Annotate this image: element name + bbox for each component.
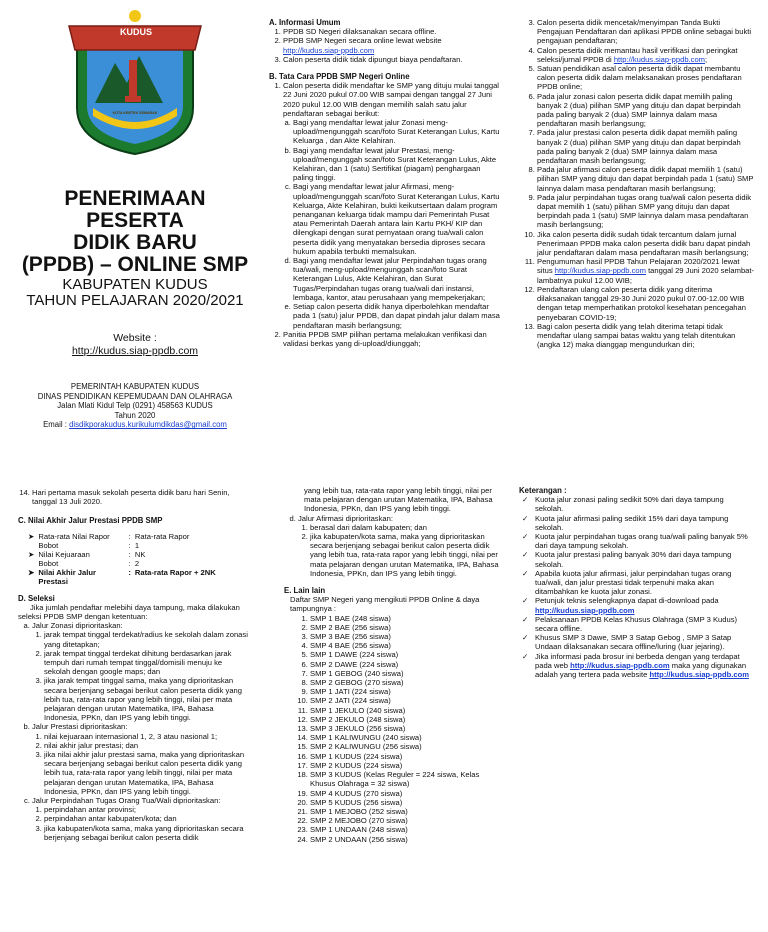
school-item: 16. SMP 1 KUDUS (224 siswa) [310, 752, 502, 761]
list-item: 6. Pada jalur zonasi calon peserta didik dapat memilih paling banyak 2 (dua) pilihan SMP yang dituju dan dapat berpindah pada paling banyak 2 (dua) SMP lainnya dalam masa pendaftaran masih berlangsung; [537, 92, 755, 129]
school-item: 13. SMP 3 JEKULO (256 siswa) [310, 724, 502, 733]
school-item: 4. SMP 4 BAE (256 siswa) [310, 641, 502, 650]
sub-item: 3. jika kabupaten/kota sama, maka yang diprioritaskan secara berjenjang sebagai berikut calon peserta didik [44, 824, 250, 842]
sub-item: 1. jarak tempat tinggal terdekat/radius ke sekolah dalam zonasi yang ditetapkan; [44, 630, 250, 648]
website-label: Website : [113, 332, 157, 344]
ppdb-link[interactable]: http://kudus.siap-ppdb.com [554, 266, 646, 276]
note-item: ✓ Apabila kuota jalur afirmasi, jalur perpindahan tugas orang tua/wali, dan jalur prestasi tidak terpenuhi maka akan ditambahkan ke kuota jalur zonasi. [533, 569, 753, 597]
list-item: 8. Pada jalur afirmasi calon peserta didik dapat memilih 1 (satu) pilihan SMP yang dituju dan dapat berpindah pada 1 (satu) SMP lainnya dalam masa pendaftaran masih berlangsung; [537, 165, 755, 193]
school-item: 18. SMP 3 KUDUS (Kelas Reguler = 224 siswa, Kelas Khusus Olahraga = 32 siswa) [310, 770, 502, 788]
criteria-value: 2 [134, 558, 140, 568]
section-d-heading: D. Seleksi [18, 593, 55, 603]
note-item: ✓ Kuota jalur perpindahan tugas orang tua/wali paling banyak 5% dari daya tampung sekolah. [533, 532, 753, 550]
notes-heading: Keterangan : [519, 486, 567, 495]
criteria-row: ➤ Nilai Akhir Jalur Prestasi : Rata-rata Rapor + 2NK [28, 568, 220, 586]
list-item: 12. Pendaftaran ulang calon peserta didik yang diterima dilaksanakan tanggal 29-30 Juni 2020 pukul 07.00-12.00 WIB dengan tetap memperhatikan protokol kesehatan pencegahan penyebaran COVID-19; [537, 285, 755, 322]
list-item [537, 46, 755, 64]
list-item [283, 81, 501, 329]
list-item-text: tanggal 29 Juni 2020 selambat-lambatnya pukul 12.00 WIB; [537, 266, 755, 285]
section-e-heading: E. Lain lain [284, 586, 326, 596]
note-item: ✓ Kuota jalur zonasi paling sedikit 50% dari daya tampung sekolah. [533, 495, 753, 513]
org-line-2: DINAS PENDIDIKAN KEPEMUDAAN DAN OLAHRAGA [37, 391, 233, 401]
school-item: 15. SMP 2 KALIWUNGU (256 siswa) [310, 742, 502, 751]
cover-title [15, 188, 255, 276]
school-item: 8. SMP 2 GEBOG (270 siswa) [310, 678, 502, 687]
email-link[interactable]: disdikporakudus.kurikulumdikdas@gmail.com [69, 420, 227, 430]
school-item: 3. SMP 3 BAE (256 siswa) [310, 632, 502, 641]
list-item-text: PPDB SMP Negeri secara online lewat website [283, 36, 442, 46]
org-line-1: PEMERINTAH KABUPATEN KUDUS [70, 382, 200, 391]
list-item: 3. Calon peserta didik mencetak/menyimpan Tanda Bukti Pengajuan Pendaftaran dari aplikasi PPDB online sebagai bukti pengajuan pendaftaran; [537, 18, 755, 46]
criteria-value: 1 [134, 540, 140, 550]
note-item [533, 652, 753, 680]
list-item: 1. PPDB SD Negeri dilaksanakan secara offline. [283, 27, 501, 36]
continued-text: yang lebih tua, rata-rata rapor yang lebih tinggi, nilai per mata pelajaran dengan urutan Matematika, IPA, Bahasa Indonesia, PPKn, dan IPS yang lebih tinggi. [304, 486, 493, 514]
note-text: Jika informasi pada brosur ini berbeda dengan yang terdapat pada web [535, 651, 740, 670]
subtitle-2: TAHUN PELAJARAN 2020/2021 [26, 292, 244, 309]
list-item-text: Jalur Perpindahan Tugas Orang Tua/Wali diprioritaskan: [32, 796, 221, 806]
list-item [298, 514, 502, 578]
school-item: 9. SMP 1 JATI (224 siswa) [310, 687, 502, 696]
sub-item: 2. perpindahan antar kabupaten/kota; dan [44, 814, 250, 823]
school-list [284, 614, 502, 844]
sub-item: c. Bagi yang mendaftar lewat jalur Afirmasi, meng-upload/mengunggah scan/foto Surat Keterangan Lulus, Kartu Keluarga, Akte Kelahiran, bukti keikutsertaan dalam program penanganan keluarga tidak mampu dari Pemerintah Pusat atau Pemerintah Daerah antara lain Kartu PKH/ KIP dan dilengkapi dengan surat pernyataan orang tua/wali calon peserta didik yang menyatakan bersedia diproses secara hukum apabila terbukti memalsukan. [293, 182, 501, 256]
school-item: 5. SMP 1 DAWE (224 siswa) [310, 650, 502, 659]
notes-column [519, 486, 753, 679]
sub-item: e. Setiap calon peserta didik hanya diperbolehkan mendaftar pada 1 (satu) jalur PPDB, dan dapat pindah jalur dalam masa pendaftaran masih berlangsung; [293, 302, 501, 330]
sub-item: 3. jika jarak tempat tinggal sama, maka yang diprioritaskan secara berjenjang sebagai berikut calon peserta didik yang lebih tua, rata-rata rapor yang lebih tinggi, nilai per mata pelajaran dengan urutan Matematika, IPA, Bahasa Indonesia, PPKn, dan IPS yang lebih tinggi. [44, 676, 250, 722]
note-item: ✓ Pelaksanaan PPDB Kelas Khusus Olahraga (SMP 3 Kudus) secara offline. [533, 615, 753, 633]
sub-item: b. Bagi yang mendaftar lewat jalur Prestasi, meng-upload/mengunggah scan/foto Surat Keterangan Lulus, Akte Kelahiran, dan 1 (satu) Sertifikat (piagam) penghargaan paling tinggi. [293, 146, 501, 183]
note-text: Petunjuk teknis selengkapnya dapat di-download pada [535, 596, 719, 606]
note-text: maka yang digunakan adalah yang tertera pada website [535, 660, 747, 680]
criteria-row: Bobot : 1 [28, 541, 220, 550]
sub-item: 1. perpindahan antar provinsi; [44, 805, 250, 814]
school-item: 14. SMP 1 KALIWUNGU (240 siswa) [310, 733, 502, 742]
criteria-label: Nilai Akhir Jalur Prestasi [38, 567, 96, 586]
criteria-value: Rata-rata Rapor + 2NK [134, 567, 216, 577]
list-item: 9. Pada jalur perpindahan tugas orang tua/wali calon peserta didik dapat memilih 1 (satu) pilihan SMP yang dituju dan dapat berpindah pada 1 (satu) SMP lainnya dalam masa pendaftaran masih berlangsung; [537, 193, 755, 230]
criteria-label: Bobot [38, 558, 59, 568]
ppdb-link[interactable]: http://kudus.siap-ppdb.com [570, 660, 670, 670]
list-item: 7. Pada jalur prestasi calon peserta didik dapat memilih paling banyak 2 (dua) pilihan SMP yang dituju dan dapat berpindah pada paling banyak 2 (dua) SMP lainnya dalam masa pendaftaran masih berlangsung; [537, 128, 755, 165]
section-b-heading: B. Tata Cara PPDB SMP Negeri Online [269, 72, 410, 82]
note-item [533, 596, 753, 614]
school-item: 20. SMP 5 KUDUS (256 siswa) [310, 798, 502, 807]
list-item-text: Jalur Prestasi diprioritaskan: [32, 722, 128, 732]
cover-panel [15, 8, 255, 430]
list-item [32, 722, 250, 796]
criteria-row: ➤ Nilai Kejuaraan : NK [28, 550, 220, 559]
ppdb-link[interactable]: http://kudus.siap-ppdb.com [649, 670, 749, 680]
note-item: ✓ Kuota jalur prestasi paling banyak 30% dari daya tampung sekolah. [533, 550, 753, 568]
school-item: 12. SMP 2 JEKULO (248 siswa) [310, 715, 502, 724]
list-item: 10. Jika calon peserta didik sudah tidak tercantum dalam jurnal Penerimaan PPDB maka calon peserta didik baru dapat pindah jalur pendaftaran dalam masa pendaftaran masih berlangsung; [537, 230, 755, 258]
schools-column [284, 486, 502, 844]
school-item: 22. SMP 2 MEJOBO (270 siswa) [310, 816, 502, 825]
school-item: 1. SMP 1 BAE (248 siswa) [310, 614, 502, 623]
list-item [32, 796, 250, 842]
list-item: 5. Satuan pendidikan asal calon peserta didik dapat membantu calon peserta didik dalam melaksanakan proses pendaftaran PPDB online; [537, 64, 755, 92]
list-item [537, 257, 755, 285]
sub-item: 2. jarak tempat tinggal terdekat dihitung berdasarkan jarak tempuh dari rumah tempat tinggal/domisili menuju ke sekolah dengan google maps; dan [44, 649, 250, 677]
list-item-text: Jalur Afirmasi diprioritaskan: [298, 513, 393, 523]
list-item-text: Pengumuman hasil PPDB Tahun Pelajaran 2020/2021 lewat situs [537, 257, 740, 276]
note-item: ✓ Khusus SMP 3 Dawe, SMP 3 Satap Gebog , SMP 3 Satap Undaan dilaksanakan secara offline/luring (luar jejaring). [533, 633, 753, 651]
sub-item: d. Bagi yang mendaftar lewat jalur Perpindahan tugas orang tua/wali, meng-upload/mengunggah scan/foto Surat Keterangan Lulus, Akte Kelahiran, dan Surat Tugas/Perpindahan tugas orang tua/wali dari instansi, lembaga, kantor, atau perusahaan yang mempekerjakan; [293, 256, 501, 302]
sub-item: 2. nilai akhir jalur prestasi; dan [44, 741, 250, 750]
criteria-label: Bobot [38, 540, 59, 550]
selection-intro: Jika jumlah pendaftar melebihi daya tampung, maka dilakukan seleksi PPDB SMP dengan ketentuan: [18, 602, 240, 622]
download-link[interactable]: http://kudus.siap-ppdb.com [535, 605, 635, 615]
website-link[interactable]: http://kudus.siap-ppdb.com [71, 345, 199, 357]
criteria-label: Rata-rata Nilai Rapor [38, 531, 110, 541]
school-item: 24. SMP 2 UNDAAN (256 siswa) [310, 835, 502, 844]
sub-item: 1. berasal dari dalam kabupaten; dan [310, 523, 502, 532]
sub-item: 3. jika nilai akhir jalur prestasi sama, maka yang diprioritaskan secara berjenjang sebagai berikut calon peserta didik yang lebih tua, rata-rata rapor yang lebih tinggi, nilai per mata pelajaran dengan urutan Matematika, IPA, Bahasa Indonesia, PPKn, dan IPS yang lebih tinggi. [44, 750, 250, 796]
sub-item: a. Bagi yang mendaftar lewat jalur Zonasi meng-upload/mengunggah scan/foto Surat Keterangan Lulus, Kartu Keluarga , dan Akte Kelahiran. [293, 118, 501, 146]
list-item-text: Calon peserta didik mendaftar ke SMP yang dituju mulai tanggal 22 Juni 2020 pukul 07.00 WIB sampai dengan tanggal 27 Juni 2020 pukul 12.00 WIB dengan memilih salah satu jalur pendaftaran sebagai berikut: [283, 81, 499, 118]
org-line-3: Jalan Mlati Kidul Telp (0291) 458563 KUDUS [57, 401, 213, 411]
subtitle-1: KABUPATEN KUDUS [62, 276, 208, 293]
title-line-3: (PPDB) – ONLINE SMP [21, 253, 249, 276]
title-line-2: DIDIK BARU [73, 231, 197, 254]
criteria-value: Rata-rata Rapor [134, 531, 190, 541]
school-item: 23. SMP 1 UNDAAN (248 siswa) [310, 825, 502, 834]
note-item: ✓ Kuota jalur afirmasi paling sedikit 15% dari daya tampung sekolah. [533, 514, 753, 532]
school-item: 10. SMP 2 JATI (224 siswa) [310, 696, 502, 705]
list-item: 13. Bagi calon peserta didik yang telah diterima tetapi tidak mendaftar ulang sampai batas waktu yang telah ditentukan (angka 12) maka dianggap mengundurkan diri; [537, 322, 755, 350]
procedure-column [523, 18, 755, 349]
schools-intro: Daftar SMP Negeri yang mengikuti PPDB Online & daya tampungnya : [290, 595, 480, 614]
info-column [269, 18, 501, 348]
school-item: 7. SMP 1 GEBOG (240 siswa) [310, 669, 502, 678]
school-item: 21. SMP 1 MEJOBO (252 siswa) [310, 807, 502, 816]
email-label: Email : [43, 420, 67, 430]
criteria-row: Bobot : 2 [28, 559, 220, 568]
sub-item: 1. nilai kejuaraan internasional 1, 2, 3 atau nasional 1; [44, 732, 250, 741]
list-item [283, 36, 501, 54]
prestasi-criteria [28, 532, 220, 586]
school-item: 6. SMP 2 DAWE (224 siswa) [310, 660, 502, 669]
logo-motto: KOTA KRETEK SEMARAK [112, 111, 158, 115]
list-item: 2. Panitia PPDB SMP pilihan pertama melakukan verifikasi dan validasi berkas yang di-upload/diunggah; [283, 330, 501, 348]
list-item-text: Jalur Zonasi diprioritaskan: [32, 621, 123, 631]
ppdb-link[interactable]: http://kudus.siap-ppdb.com [283, 45, 375, 55]
selection-column [18, 486, 250, 842]
criteria-label: Nilai Kejuaraan [38, 549, 90, 559]
school-item: 17. SMP 2 KUDUS (224 siswa) [310, 761, 502, 770]
logo-text: KUDUS [119, 27, 152, 37]
list-item: 14. Hari pertama masuk sekolah peserta didik baru hari Senin, tanggal 13 Juli 2020. [32, 488, 250, 506]
list-item-text: ; [705, 54, 708, 64]
org-line-4: Tahun 2020 [114, 410, 156, 420]
title-line-1: PENERIMAAN PESERTA [64, 187, 206, 232]
section-c-heading: C. Nilai Akhir Jalur Prestasi PPDB SMP [18, 516, 163, 526]
list-item: 3. Calon peserta didik tidak dipungut biaya pendaftaran. [283, 55, 501, 64]
list-item [32, 621, 250, 722]
criteria-value: NK [134, 549, 146, 559]
school-item: 19. SMP 4 KUDUS (270 siswa) [310, 789, 502, 798]
section-a-heading: A. Informasi Umum [269, 18, 341, 27]
school-item: 2. SMP 2 BAE (256 siswa) [310, 623, 502, 632]
ppdb-link[interactable]: http://kudus.siap-ppdb.com [613, 54, 706, 64]
criteria-row: ➤ Rata-rata Nilai Rapor : Rata-rata Rapor [28, 532, 220, 541]
sub-item: 2. jika kabupaten/kota sama, maka yang diprioritaskan secara berjenjang sebagai berikut calon peserta didik yang lebih tua, rata-rata rapor yang lebih tinggi, nilai per mata pelajaran dengan urutan Matematika, IPA, Bahasa Indonesia, PPKn, dan IPS yang lebih tinggi. [310, 532, 502, 578]
list-item-text: Calon peserta didik memantau hasil verifikasi dan peringkat seleksi/jurnal PPDB di [537, 45, 738, 64]
school-item: 11. SMP 1 JEKULO (240 siswa) [310, 706, 502, 715]
